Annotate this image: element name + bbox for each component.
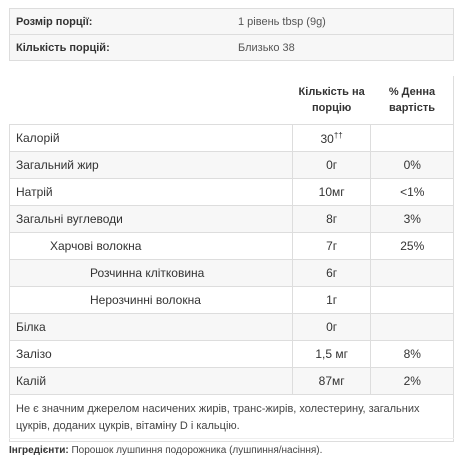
header-daily-value: % Денна вартість — [371, 76, 454, 125]
nutrient-name: Натрій — [10, 179, 293, 206]
header-blank — [10, 76, 293, 125]
nutrient-name: Залізо — [10, 341, 293, 368]
servings-row — [10, 35, 454, 61]
nutrient-amount: 1,5 мг — [292, 341, 371, 368]
nutrient-name: Розчинна клітковина — [10, 260, 293, 287]
nutrient-name: Загальні вуглеводи — [10, 206, 293, 233]
serving-size-value: 1 рівень tbsp (9g) — [232, 9, 454, 35]
ingredients-line — [9, 445, 322, 456]
ingredients-label: Інгредієнти: — [9, 445, 69, 456]
footnote-text: Не є значним джерелом насичених жирів, транс-жирів, холестерину, загальних цукрів, доданих цукрів, вітаміну D і кальцію. — [10, 395, 454, 442]
nutrient-name: Харчові волокна — [10, 233, 293, 260]
nutrient-amount — [292, 125, 371, 152]
nutrient-name: Білка — [10, 314, 293, 341]
nutrient-name: Калій — [10, 368, 293, 395]
nutrient-dv — [371, 314, 454, 341]
nutrient-name: Нерозчинні волокна — [10, 287, 293, 314]
nutrient-row — [10, 179, 454, 206]
nutrient-dv: 8% — [371, 341, 454, 368]
nutrient-amount: 6г — [292, 260, 371, 287]
footnote-mark: †† — [333, 130, 343, 140]
nutrient-name: Калорій — [10, 125, 293, 152]
nutrient-dv — [371, 125, 454, 152]
serving-size-row — [10, 9, 454, 35]
ingredients-text: Порошок лушпиння подорожника (лушпиння/насіння). — [68, 445, 323, 456]
header-amount: Кількість на порцію — [292, 76, 371, 125]
nutrient-row — [10, 152, 454, 179]
nutrient-row — [10, 260, 454, 287]
nutrient-dv: 2% — [371, 368, 454, 395]
nutrient-amount: 7г — [292, 233, 371, 260]
supplement-facts-panel — [9, 8, 454, 442]
nutrient-row — [10, 368, 454, 395]
nutrient-row — [10, 314, 454, 341]
nutrient-row — [10, 233, 454, 260]
nutrient-name: Загальний жир — [10, 152, 293, 179]
nutrient-row — [10, 341, 454, 368]
nutrient-row — [10, 125, 454, 152]
nutrient-dv: <1% — [371, 179, 454, 206]
footnote-row — [10, 395, 454, 442]
nutrient-dv: 3% — [371, 206, 454, 233]
nutrient-row — [10, 287, 454, 314]
nutrient-amount: 87мг — [292, 368, 371, 395]
nutrient-row — [10, 206, 454, 233]
nutrient-amount: 1г — [292, 287, 371, 314]
nutrient-dv: 0% — [371, 152, 454, 179]
nutrient-dv — [371, 260, 454, 287]
nutrient-dv — [371, 287, 454, 314]
nutrient-amount: 10мг — [292, 179, 371, 206]
nutrient-amount: 8г — [292, 206, 371, 233]
nutrient-amount: 0г — [292, 314, 371, 341]
serving-size-label: Розмір порції: — [10, 9, 233, 35]
divider — [9, 438, 454, 439]
nutrient-amount-value: 30 — [320, 131, 334, 146]
nutrient-amount: 0г — [292, 152, 371, 179]
nutrition-table — [9, 75, 454, 442]
servings-label: Кількість порцій: — [10, 35, 233, 61]
serving-info-table — [9, 8, 454, 61]
servings-value: Близько 38 — [232, 35, 454, 61]
nutrient-dv: 25% — [371, 233, 454, 260]
